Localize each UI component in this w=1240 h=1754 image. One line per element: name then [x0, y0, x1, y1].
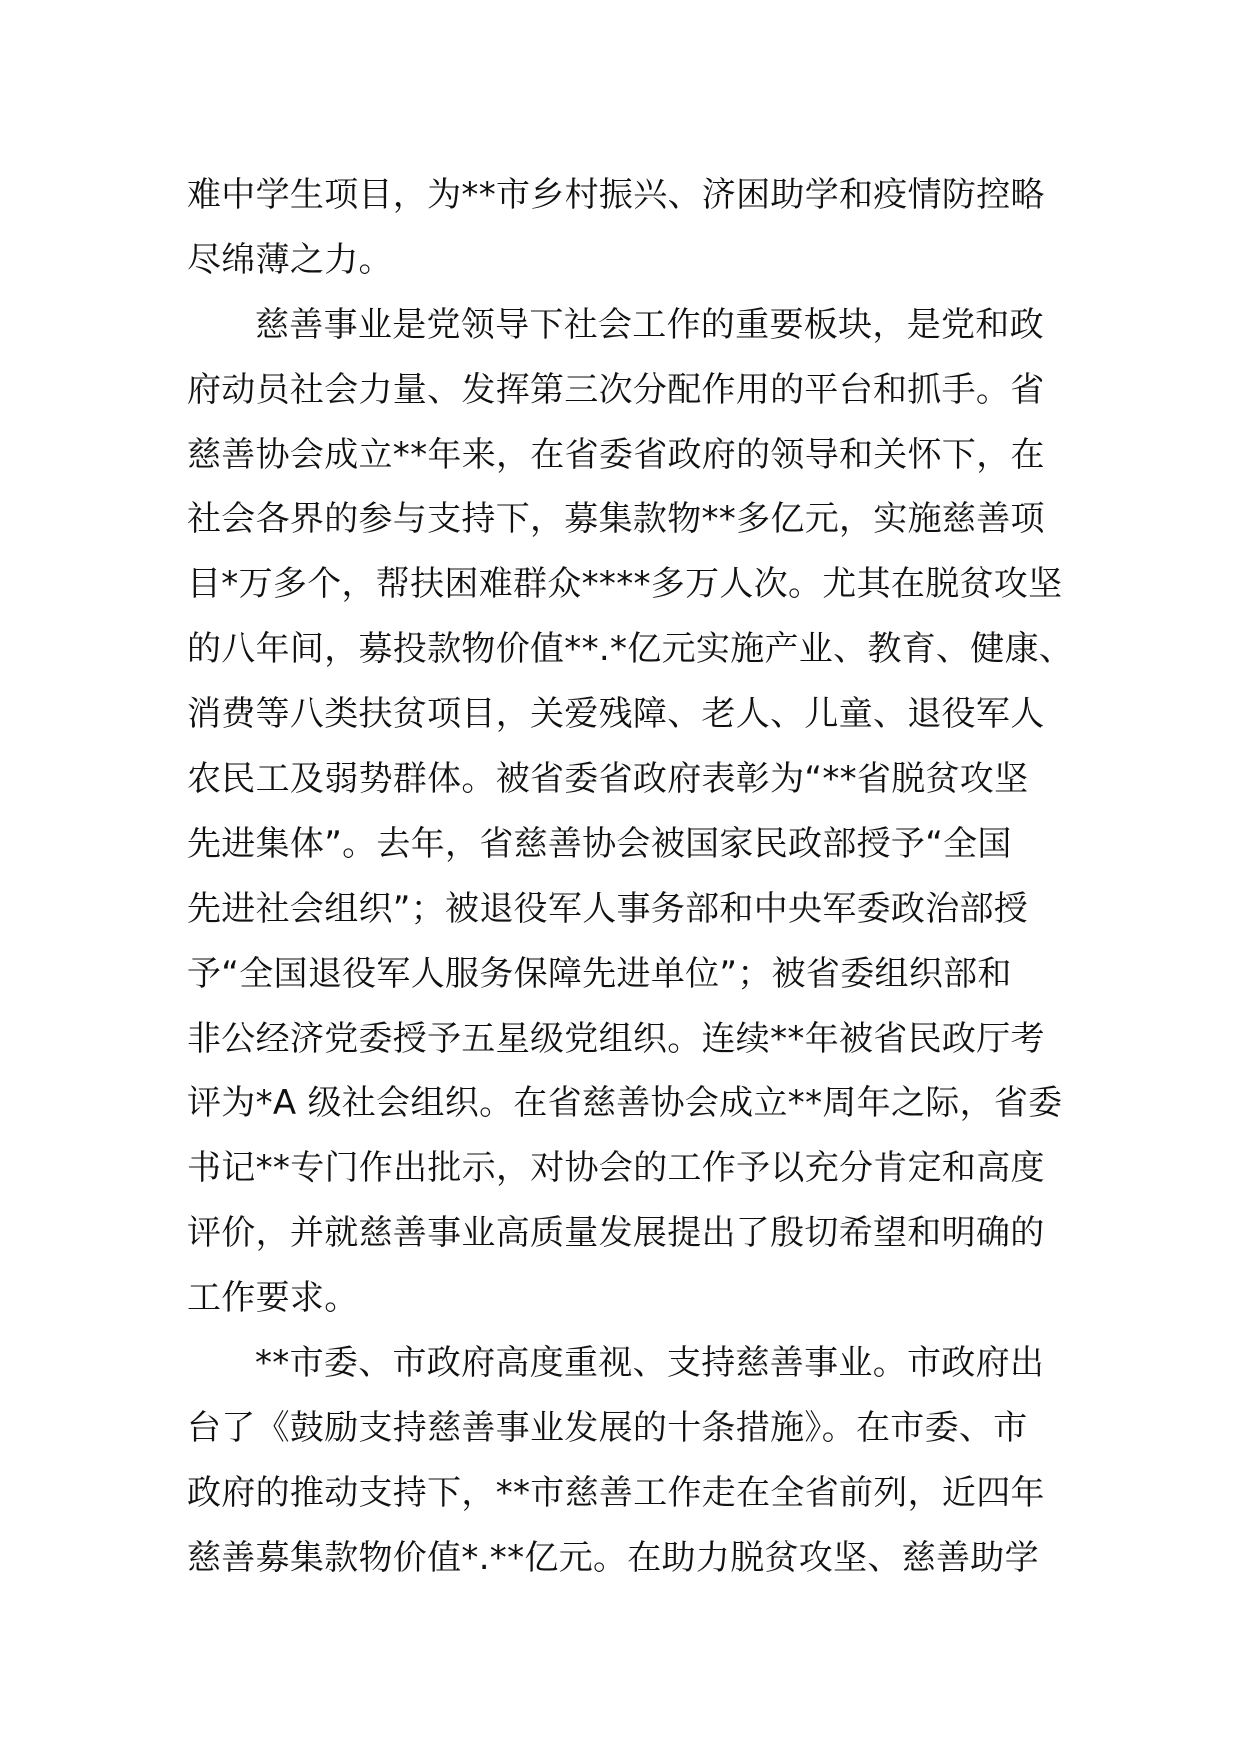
- text-line: 目*万多个，帮扶困难群众****多万人次。尤其在脱贫攻坚: [187, 564, 1063, 605]
- text-line: 消费等八类扶贫项目，关爱残障、老人、儿童、退役军人: [187, 694, 1045, 735]
- text-line: 先进集体”。去年，省慈善协会被国家民政部授予“全国: [187, 823, 1012, 864]
- text-line: 慈善协会成立**年来，在省委省政府的领导和关怀下，在: [187, 434, 1045, 475]
- text-line: 评为*A 级社会组织。在省慈善协会成立**周年之际，省委: [187, 1083, 1063, 1124]
- text-line: 评价，并就慈善事业高质量发展提出了殷切希望和明确的: [187, 1213, 1045, 1254]
- text-line: 农民工及弱势群体。被省委省政府表彰为“**省脱贫攻坚: [187, 759, 1029, 800]
- paragraph-start-line: **市委、市政府高度重视、支持慈善事业。市政府出: [255, 1343, 1045, 1384]
- text-line: 府动员社会力量、发挥第三次分配作用的平台和抓手。省: [187, 369, 1045, 410]
- text-line: 予“全国退役军人服务保障先进单位”；被省委组织部和: [187, 953, 1012, 994]
- text-line: 的八年间，募投款物价值**.*亿元实施产业、教育、健康、: [187, 629, 1074, 670]
- text-line: 先进社会组织”；被退役军人事务部和中央军委政治部授: [187, 888, 1029, 929]
- text-line: 书记**专门作出批示，对协会的工作予以充分肯定和高度: [187, 1148, 1045, 1189]
- text-line: 非公经济党委授予五星级党组织。连续**年被省民政厅考: [187, 1018, 1045, 1059]
- text-line: 难中学生项目，为**市乡村振兴、济困助学和疫情防控略: [187, 175, 1045, 215]
- text-line: 政府的推动支持下，**市慈善工作走在全省前列，近四年: [187, 1472, 1045, 1513]
- paragraph-start-line: 慈善事业是党领导下社会工作的重要板块，是党和政: [255, 304, 1044, 345]
- text-line: 社会各界的参与支持下，募集款物**多亿元，实施慈善项: [187, 499, 1045, 540]
- text-line: 台了《鼓励支持慈善事业发展的十条措施》。在市委、市: [187, 1407, 1028, 1448]
- text-line: 慈善募集款物价值*.**亿元。在助力脱贫攻坚、慈善助学: [187, 1537, 1039, 1578]
- text-line: 工作要求。: [187, 1278, 359, 1319]
- text-line: 尽绵薄之力。: [187, 239, 393, 280]
- body-text: [187, 163, 1087, 1591]
